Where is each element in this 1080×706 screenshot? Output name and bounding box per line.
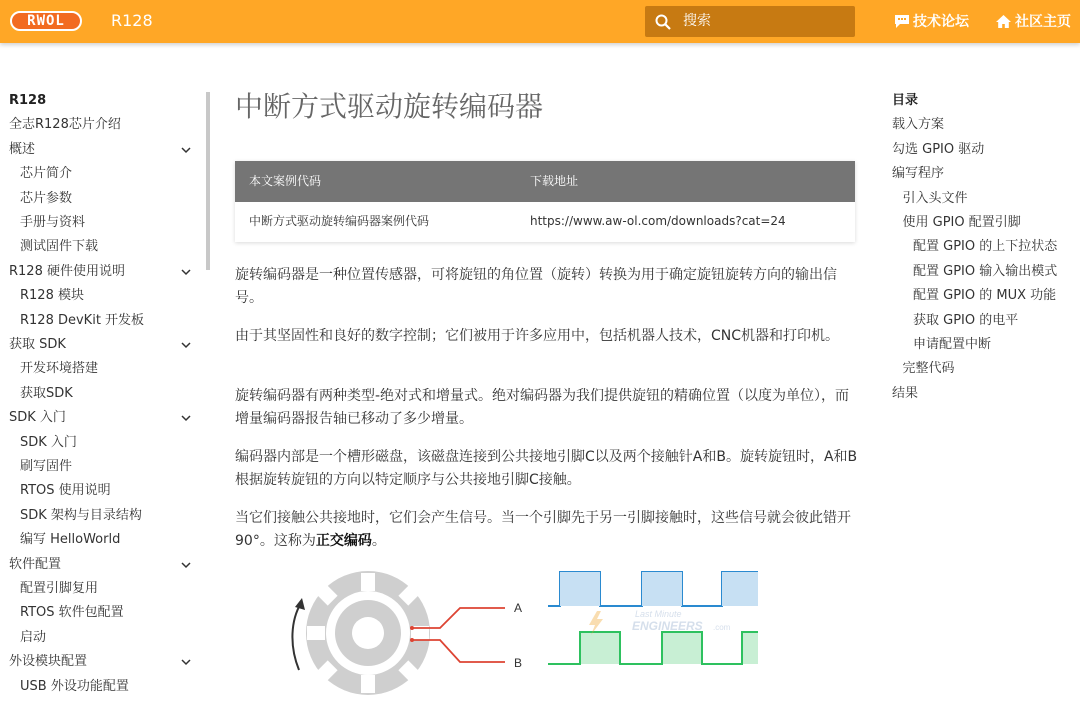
- sidebar-item[interactable]: [20, 163, 199, 185]
- toc-item[interactable]: 编写程序: [892, 166, 945, 182]
- forum-link-label: 技术论坛: [913, 14, 969, 30]
- sidebar-item-label: 外设模块配置: [9, 654, 88, 670]
- chevron-down-icon[interactable]: [180, 339, 192, 351]
- sidebar-item-label: 配置引脚复用: [20, 581, 99, 596]
- sidebar-item[interactable]: [20, 236, 199, 258]
- sidebar-item[interactable]: [9, 334, 199, 356]
- table-header: [235, 161, 855, 202]
- sidebar-item[interactable]: [20, 310, 199, 332]
- sidebar-item-label: 启动: [20, 629, 47, 645]
- paragraph: 由于其坚固性和良好的数字控制；它们被用于许多应用中，包括机器人技术，CNC机器和打印机。: [235, 328, 840, 344]
- table-header-cell: 下载地址: [530, 174, 579, 188]
- sidebar-item-label: R128: [9, 93, 47, 108]
- sidebar-nav: [0, 90, 210, 702]
- toc-item[interactable]: 引入头文件: [902, 190, 968, 206]
- sidebar-item-label: 手册与资料: [20, 215, 86, 230]
- sidebar-item-label: SDK 架构与目录结构: [20, 507, 142, 523]
- chevron-down-icon[interactable]: [180, 266, 192, 278]
- search-icon: [655, 14, 671, 30]
- svg-text:.com: .com: [713, 623, 731, 632]
- signal-b: [548, 632, 758, 664]
- sidebar-item-label: 芯片参数: [20, 190, 73, 206]
- chevron-down-icon[interactable]: [180, 144, 192, 156]
- encoder-figure: [285, 565, 760, 702]
- sidebar-item[interactable]: [20, 480, 199, 502]
- toc-item[interactable]: 勾选 GPIO 驱动: [892, 141, 985, 157]
- sidebar-item-label: RTOS 使用说明: [20, 483, 111, 499]
- sidebar-item[interactable]: [20, 432, 199, 454]
- sidebar-item-label: 芯片简介: [20, 166, 73, 182]
- toc-item[interactable]: 申请配置中断: [913, 337, 992, 352]
- paragraph: 旋转编码器有两种类型-绝对式和增量式。绝对编码器为我们提供旋钮的精确位置（以度为单位），而增量编码器报告轴已移动了多少增量。: [235, 388, 850, 427]
- rotation-arrow: [292, 603, 301, 670]
- community-link[interactable]: [995, 13, 1071, 31]
- sidebar-item[interactable]: [9, 651, 199, 673]
- forum-link[interactable]: [894, 13, 969, 31]
- sidebar-item[interactable]: [20, 676, 199, 698]
- paragraph-text-end: 。: [371, 533, 386, 549]
- sidebar-item[interactable]: [9, 90, 199, 112]
- toc-item[interactable]: 载入方案: [892, 117, 945, 133]
- chevron-down-icon[interactable]: [180, 656, 192, 668]
- toc-title: 目录: [892, 93, 919, 108]
- sidebar-item-label: 编写 HelloWorld: [20, 532, 121, 548]
- top-navbar: [0, 0, 1080, 43]
- signal-a: [548, 572, 758, 606]
- sidebar-item-label: 概述: [9, 141, 36, 157]
- table-cell: 中断方式驱动旋转编码器案例代码: [249, 214, 430, 228]
- download-url[interactable]: https://www.aw-ol.com/downloads?cat=24: [530, 214, 786, 228]
- sidebar-item-label: SDK 入门: [20, 434, 77, 450]
- chat-icon: [894, 14, 910, 29]
- toc-item[interactable]: 配置 GPIO 的上下拉状态: [913, 239, 1058, 255]
- sidebar-item[interactable]: [20, 602, 199, 624]
- site-title[interactable]: R128: [111, 11, 153, 30]
- search-box[interactable]: [645, 6, 855, 37]
- search-placeholder: 搜索: [683, 13, 711, 29]
- toc-item[interactable]: 配置 GPIO 的 MUX 功能: [913, 288, 1057, 304]
- toc-item[interactable]: 获取 GPIO 的电平: [913, 312, 1019, 328]
- sidebar-item[interactable]: [20, 505, 199, 527]
- label-a: A: [514, 601, 523, 615]
- sidebar-item[interactable]: [20, 627, 199, 649]
- sidebar-item-label: 全志R128芯片介绍: [9, 117, 121, 133]
- sidebar-scrollbar[interactable]: [206, 92, 210, 270]
- sidebar-item-label: 刷写固件: [20, 459, 73, 474]
- site-logo[interactable]: RWOL: [10, 11, 82, 31]
- table-header-cell: 本文案例代码: [249, 174, 322, 188]
- chevron-down-icon[interactable]: [180, 412, 192, 424]
- sidebar-item-label: R128 DevKit 开发板: [20, 312, 145, 328]
- toc-item[interactable]: 结果: [892, 385, 919, 401]
- sidebar-item[interactable]: [20, 578, 199, 600]
- sidebar-item[interactable]: [20, 529, 199, 551]
- sidebar-item-label: SDK 入门: [9, 410, 66, 426]
- sidebar-item-label: 测试固件下载: [20, 239, 99, 255]
- sidebar-item-label: R128 硬件使用说明: [9, 263, 125, 279]
- sidebar-item[interactable]: [20, 383, 199, 405]
- rotation-arrowhead: [295, 598, 305, 610]
- sidebar-item-label: RTOS 软件包配置: [20, 605, 124, 621]
- bold-term: 正交编码: [315, 533, 372, 549]
- sidebar-item-label: 开发环境搭建: [20, 361, 99, 377]
- chevron-down-icon[interactable]: [180, 559, 192, 571]
- sidebar-item-label: USB 外设功能配置: [20, 678, 129, 694]
- download-table: [235, 161, 855, 242]
- toc-item[interactable]: 配置 GPIO 输入输出模式: [913, 263, 1058, 279]
- sidebar-item[interactable]: [9, 114, 199, 136]
- sidebar-item-label: 获取SDK: [20, 385, 73, 401]
- sidebar-item[interactable]: [20, 358, 199, 380]
- sidebar-item[interactable]: [9, 407, 199, 429]
- sidebar-item[interactable]: [9, 139, 199, 161]
- sidebar-item[interactable]: [20, 456, 199, 478]
- sidebar-item-label: 获取 SDK: [9, 337, 66, 352]
- page-title: 中断方式驱动旋转编码器: [235, 90, 544, 123]
- paragraph: 编码器内部是一个槽形磁盘，该磁盘连接到公共接地引脚C以及两个接触针A和B。旋转旋钮时，A和B根据旋转旋钮的方向以特定顺序与公共接地引脚C接触。: [235, 449, 858, 488]
- sidebar-item[interactable]: [20, 285, 199, 307]
- paragraph-text: 当它们接触公共接地时，它们会产生信号。当一个引脚先于另一引脚接触时，这些信号就会彼此错开90°。这称为: [235, 510, 851, 549]
- encoder-diagram: [285, 565, 760, 702]
- home-icon: [995, 14, 1012, 29]
- toc-item[interactable]: 完整代码: [902, 361, 955, 377]
- svg-text:Last Minute: Last Minute: [635, 609, 682, 619]
- sidebar-item[interactable]: [9, 554, 199, 576]
- sidebar-item[interactable]: [9, 261, 199, 283]
- paragraph: [235, 507, 860, 553]
- toc-item[interactable]: 使用 GPIO 配置引脚: [902, 215, 1021, 230]
- sidebar-item[interactable]: [20, 188, 199, 210]
- paragraph: 旋转编码器是一种位置传感器，可将旋钮的角位置（旋转）转换为用于确定旋钮旋转方向的输出信号。: [235, 267, 837, 306]
- sidebar-item-label: R128 模块: [20, 288, 84, 304]
- svg-text:ENGINEERS: ENGINEERS: [632, 619, 703, 633]
- sidebar-item-label: 软件配置: [9, 556, 62, 572]
- community-link-label: 社区主页: [1015, 14, 1071, 30]
- label-b: B: [514, 656, 523, 670]
- sidebar-item[interactable]: [20, 212, 199, 234]
